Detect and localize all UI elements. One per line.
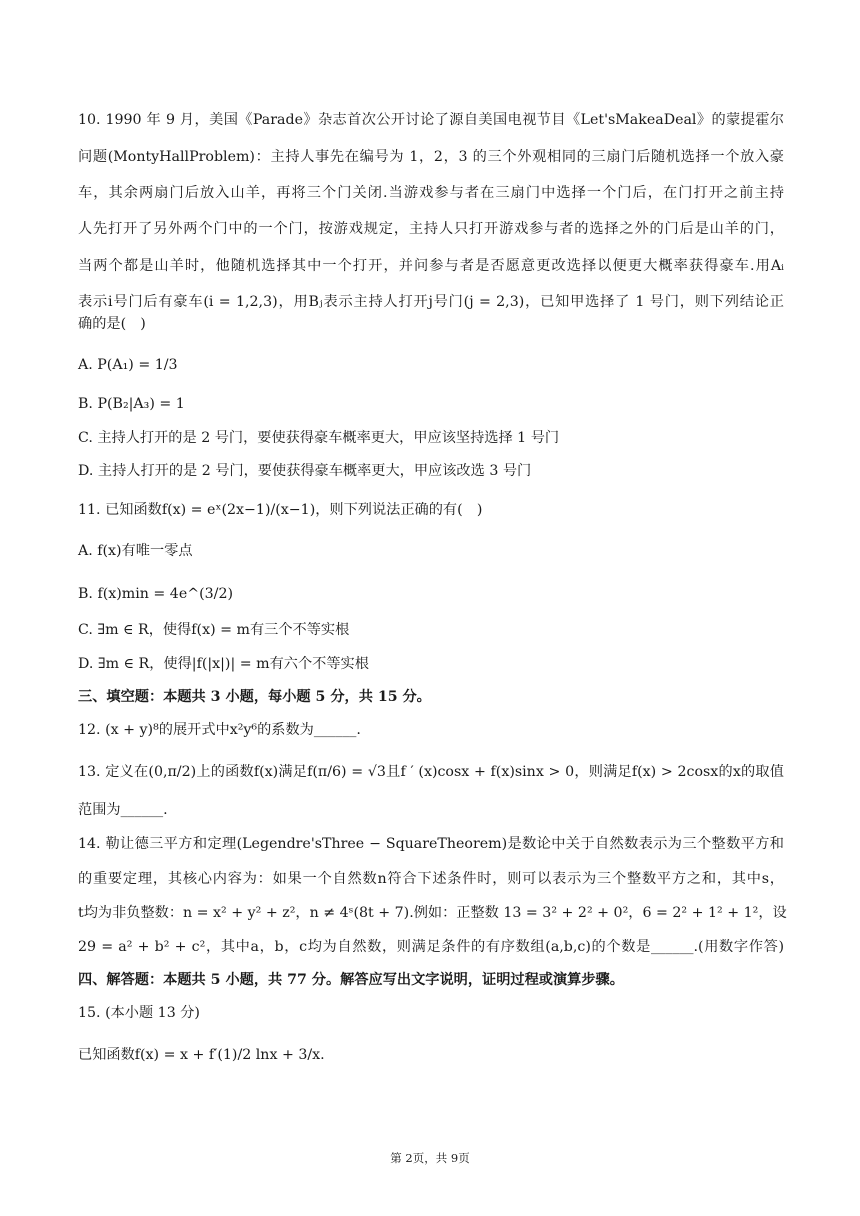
q11-option-c: C. ∃m ∈ R，使得f(x) = m有三个不等实根: [78, 622, 350, 638]
q10-option-d: D. 主持人打开的是 2 号门，要使获得豪车概率更大，甲应该改选 3 号门: [78, 463, 532, 479]
q10-line-6: 表示i号门后有豪车(i = 1,2,3)，用Bⱼ表示主持人打开j号门(j = 2,3)，已知甲选择了 1 号门，则下列结论正: [78, 294, 784, 310]
section-4-heading: 四、解答题：本题共 5 小题，共 77 分。解答应写出文字说明，证明过程或演算步骤。: [78, 972, 624, 988]
q10-option-b: B. P(B₂|A₃) = 1: [78, 396, 185, 412]
q10-line-7: 确的是( ): [78, 316, 146, 332]
q11-stem: 11. 已知函数f(x) = eˣ(2x−1)/(x−1)，则下列说法正确的有( ): [78, 502, 483, 518]
q14-line-1: 14. 勒让德三平方和定理(Legendre'sThree − SquareTheorem)是数论中关于自然数表示为三个整数平方和: [78, 836, 784, 852]
q13-line-1: 13. 定义在(0,π/2)上的函数f(x)满足f(π/6) = √3且f ′ (x)cosx + f(x)sinx > 0，则满足f(x) > 2cosx的x的取值: [78, 764, 784, 780]
q11-option-a: A. f(x)有唯一零点: [78, 543, 193, 559]
q15-title: 15. (本小题 13 分): [78, 1005, 200, 1021]
section-3-heading: 三、填空题：本题共 3 小题，每小题 5 分，共 15 分。: [78, 689, 431, 705]
q11-option-b: B. f(x)min = 4e^(3/2): [78, 586, 234, 602]
q14-line-3: t均为非负整数：n = x² + y² + z²，n ≠ 4ˢ(8t + 7).例如：正整数 13 = 3² + 2² + 0²，6 = 2² + 1² + 1²，设: [78, 905, 787, 921]
page-footer: 第 2页，共 9页: [390, 1151, 470, 1165]
q15-stem: 已知函数f(x) = x + f′(1)/2 lnx + 3/x.: [78, 1047, 325, 1063]
q10-line-3: 车，其余两扇门后放入山羊，再将三个门关闭.当游戏参与者在三扇门中选择一个门后，在门打开之前主持: [78, 185, 784, 201]
q14-line-4: 29 = a² + b² + c²，其中a，b，c均为自然数，则满足条件的有序数组(a,b,c)的个数是______.(用数字作答): [78, 939, 784, 955]
q12-stem: 12. (x + y)⁸的展开式中x²y⁶的系数为______.: [78, 722, 361, 738]
q10-line-5: 当两个都是山羊时，他随机选择其中一个打开，并问参与者是否愿意更改选择以便更大概率获得豪车.用Aᵢ: [78, 258, 784, 274]
q10-option-a: A. P(A₁) = 1/3: [78, 357, 178, 373]
q10-line-1: 10. 1990 年 9 月，美国《Parade》杂志首次公开讨论了源自美国电视节目《Let'sMakeaDeal》的蒙提霍尔: [78, 112, 784, 128]
q11-option-d: D. ∃m ∈ R，使得|f(|x|)| = m有六个不等实根: [78, 656, 369, 672]
q14-line-2: 的重要定理，其核心内容为：如果一个自然数n符合下述条件时，则可以表示为三个整数平方之和，其中s，: [78, 871, 784, 887]
q10-option-c: C. 主持人打开的是 2 号门，要使获得豪车概率更大，甲应该坚持选择 1 号门: [78, 430, 560, 446]
q13-line-2: 范围为______.: [78, 802, 168, 818]
q10-line-4: 人先打开了另外两个门中的一个门，按游戏规定，主持人只打开游戏参与者的选择之外的门后是山羊的门，: [78, 221, 784, 237]
q10-line-2: 问题(MontyHallProblem)：主持人事先在编号为 1，2，3 的三个外观相同的三扇门后随机选择一个放入豪: [78, 149, 784, 165]
